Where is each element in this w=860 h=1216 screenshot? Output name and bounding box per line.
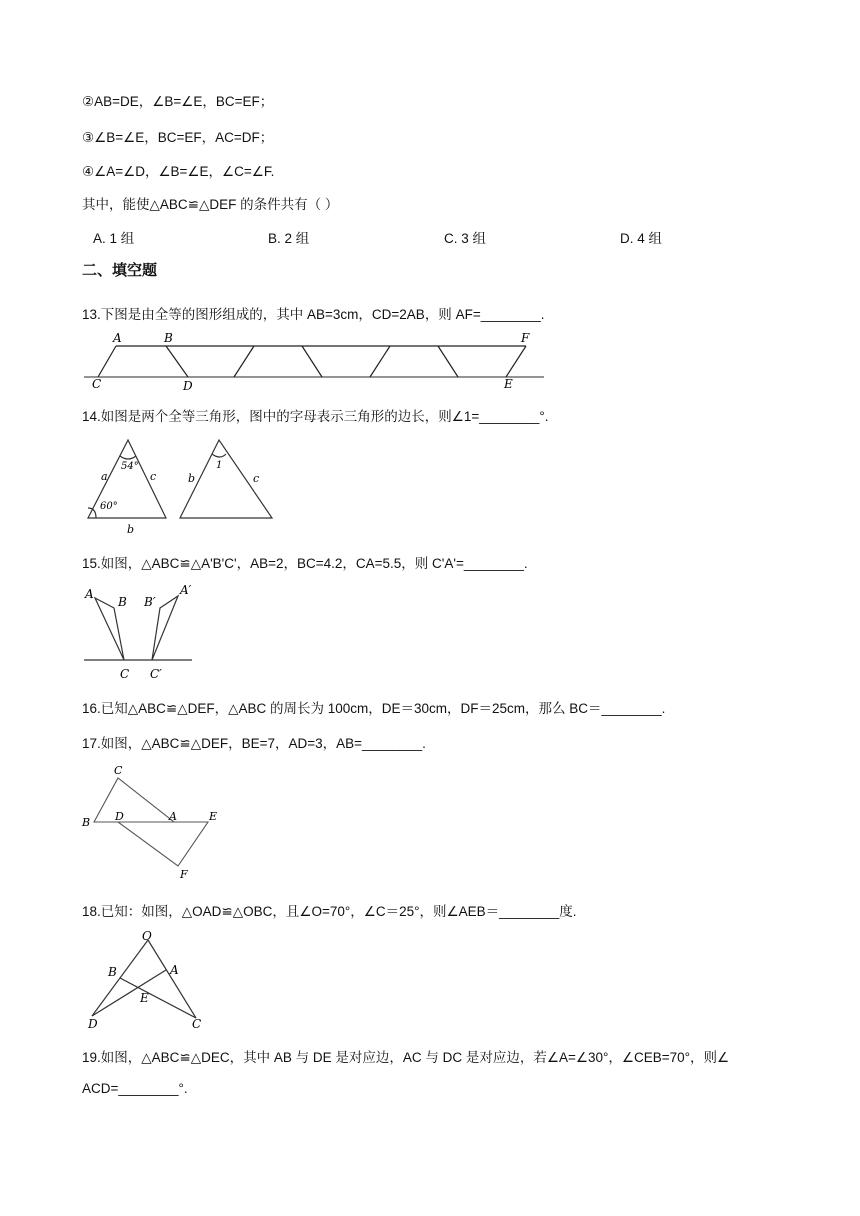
q15-label-a-prime: A′ xyxy=(180,583,192,597)
q18-label-c: C xyxy=(192,1017,202,1031)
q13-label-a: A xyxy=(113,331,122,345)
q14-label-b2: b xyxy=(188,472,196,485)
q17-figure xyxy=(82,762,232,882)
q17-label-f: F xyxy=(180,868,188,881)
q18-label-d: D xyxy=(88,1017,98,1031)
q13-label-f: F xyxy=(521,331,530,345)
q14-angle-54: 54° xyxy=(121,461,139,472)
option-b[interactable]: B. 2 组 xyxy=(268,231,310,246)
q18-label-a: A xyxy=(170,963,179,977)
option-d[interactable]: D. 4 组 xyxy=(620,231,663,246)
question-15: 15.如图，△ABC≌△A'B'C'，AB=2，BC=4.2，CA=5.5，则 C'A'=________. xyxy=(82,556,528,571)
q14-label-a: a xyxy=(101,470,108,483)
q13-label-b: B xyxy=(164,331,173,345)
q15-label-c: C xyxy=(120,667,130,681)
question-16: 16.已知△ABC≌△DEF，△ABC 的周长为 100cm，DE＝30cm，DF＝25cm，那么 BC＝________. xyxy=(82,701,666,716)
section-title: 二、填空题 xyxy=(82,262,158,279)
question-14: 14.如图是两个全等三角形，图中的字母表示三角形的边长，则∠1=________°. xyxy=(82,409,549,424)
q15-label-c-prime: C′ xyxy=(150,667,162,681)
q17-label-a: A xyxy=(169,810,177,823)
question-19-line-2: ACD=________°. xyxy=(82,1081,188,1096)
q17-label-e: E xyxy=(209,810,218,823)
q15-figure xyxy=(84,582,194,682)
q14-angle-1: 1 xyxy=(216,460,223,471)
q18-label-o: O xyxy=(142,929,152,943)
condition-3: ③∠B=∠E，BC=EF，AC=DF； xyxy=(82,130,274,145)
q14-label-c2: c xyxy=(253,472,260,485)
q14-label-c: c xyxy=(150,470,157,483)
q17-label-b: B xyxy=(82,816,91,829)
q17-label-d: D xyxy=(115,810,124,823)
q14-label-b: b xyxy=(127,523,135,536)
q15-label-b: B xyxy=(118,595,127,609)
q14-angle-60: 60° xyxy=(100,501,118,512)
q13-figure xyxy=(84,330,544,392)
question-18: 18.已知：如图，△OAD≌△OBC，且∠O=70°，∠C＝25°，则∠AEB＝________度. xyxy=(82,904,577,919)
question-12-tail: 其中，能使△ABC≌△DEF 的条件共有（ ） xyxy=(82,197,339,212)
q18-figure xyxy=(84,928,214,1032)
q18-label-e: E xyxy=(140,991,149,1005)
q15-label-a: A xyxy=(85,587,94,601)
option-a[interactable]: A. 1 组 xyxy=(93,231,135,246)
condition-2: ②AB=DE，∠B=∠E，BC=EF； xyxy=(82,94,274,109)
q14-figure xyxy=(84,436,276,536)
q13-label-c: C xyxy=(92,377,102,391)
q17-label-c: C xyxy=(114,764,123,777)
q13-label-d: D xyxy=(183,379,193,393)
condition-4: ④∠A=∠D，∠B=∠E，∠C=∠F. xyxy=(82,164,275,179)
question-13: 13.下图是由全等的图形组成的，其中 AB=3cm，CD=2AB，则 AF=________. xyxy=(82,307,545,322)
q13-label-e: E xyxy=(504,377,513,391)
q15-label-b-prime: B′ xyxy=(144,595,156,609)
q18-label-b: B xyxy=(108,965,117,979)
question-17: 17.如图，△ABC≌△DEF，BE=7，AD=3，AB=________. xyxy=(82,736,426,751)
question-19-line-1: 19.如图，△ABC≌△DEC，其中 AB 与 DE 是对应边，AC 与 DC 是对应边，若∠A=∠30°，∠CEB=70°，则∠ xyxy=(82,1050,730,1065)
option-c[interactable]: C. 3 组 xyxy=(444,231,487,246)
